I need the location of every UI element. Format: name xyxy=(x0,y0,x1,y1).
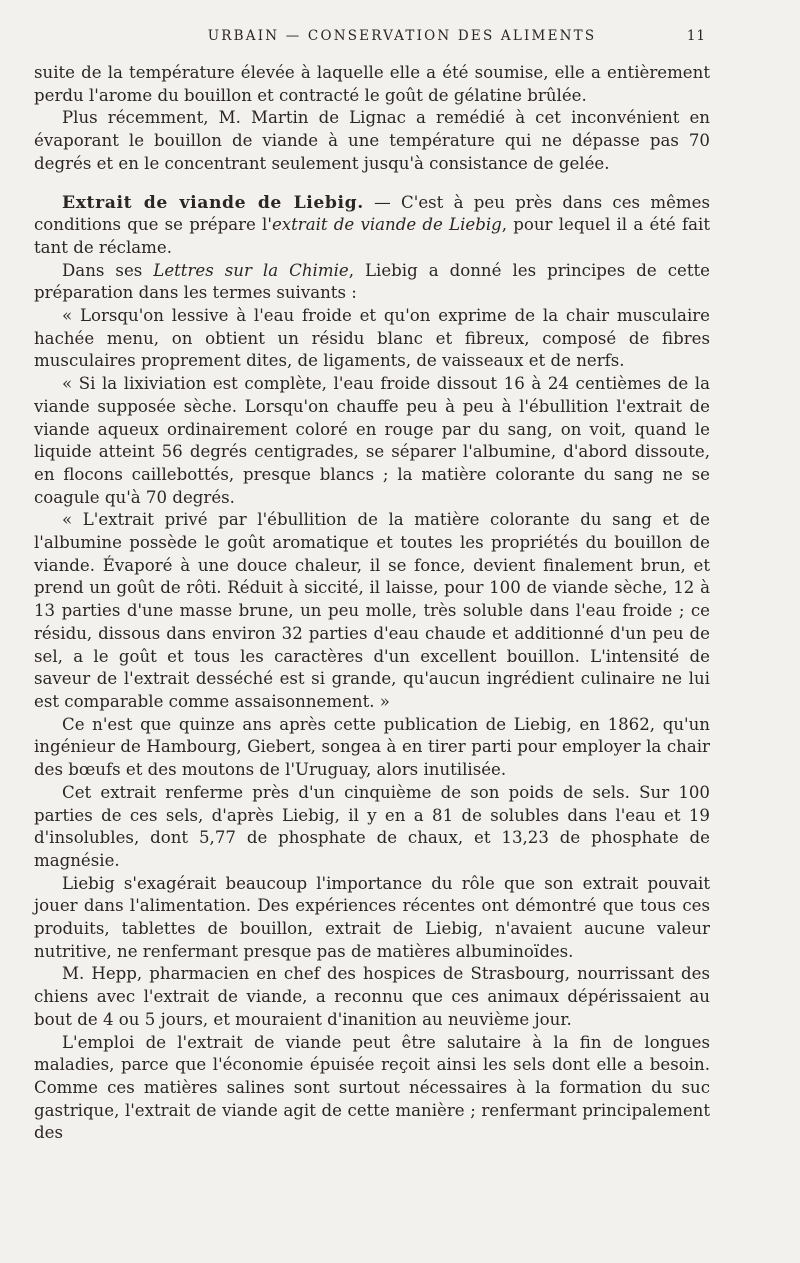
paragraph-4-text-a: Dans ses xyxy=(62,260,154,280)
paragraph-6: « Si la lixiviation est complète, l'eau froide dissout 16 à 24 centièmes de la viande supposée sèche. Lorsqu'on chauffe peu à peu à l'ébullition l'extrait de viande aqueux ordinairement coloré en rouge par du sang, on voit, quand le liquide atteint 56 degrés centigrades, se séparer l'albumine, d'abord dissoute, en flocons caillebottés, presque blancs ; la matière colorante du sang ne se coagule qu'à 70 degrés. xyxy=(34,374,710,507)
paragraph-liebig-extract xyxy=(34,192,710,260)
running-header xyxy=(34,28,710,52)
paragraph-3-italic: extrait de viande de Liebig xyxy=(271,215,502,235)
paragraph-1: suite de la température élevée à laquelle elle a été soumise, elle a entièrement perdu l'arome du bouillon et contracté le goût de gélatine brûlée. xyxy=(34,63,710,105)
page-number: 11 xyxy=(686,28,706,44)
paragraph-4-text-b: , Liebig a donné les principes de cette préparation dans les termes suivants : xyxy=(34,260,710,303)
paragraph-4-italic: Lettres sur la Chimie xyxy=(153,260,349,280)
paragraph-8: Ce n'est que quinze ans après cette publication de Liebig, en 1862, qu'un ingénieur de Hambourg, Giebert, songea à en tirer parti pour employer la chair des bœufs et des moutons de l'Uruguay, alors inutilisée. xyxy=(34,714,710,780)
section-heading: Extrait de viande de Liebig. xyxy=(62,192,364,213)
paragraph-9: Cet extrait renferme près d'un cinquième de son poids de sels. Sur 100 parties de ces sels, d'après Liebig, il y en a 81 de solubles dans l'eau et 19 d'insolubles, dont 5,77 de phosphate de chaux, et 13,23 de phosphate de magnésie. xyxy=(34,782,710,870)
paragraph-4 xyxy=(34,260,710,305)
body-text xyxy=(34,62,710,1145)
paragraph-12: L'emploi de l'extrait de viande peut être salutaire à la fin de longues maladies, parce que l'économie épuisée reçoit ainsi les sels dont elle a besoin. Comme ces matières salines sont surtout nécessaires à la formation du suc gastrique, l'extrait de viande agit de cette manière ; renfermant principalement des xyxy=(34,1032,710,1143)
running-title: URBAIN — CONSERVATION DES ALIMENTS xyxy=(207,28,597,44)
paragraph-10: Liebig s'exagérait beaucoup l'importance du rôle que son extrait pouvait jouer dans l'alimentation. Des expériences récentes ont démontré que tous ces produits, tablettes de bouillon, extrait de Liebig, n'avaient aucune valeur nutritive, ne renfermant presque pas de matières albuminoïdes. xyxy=(34,873,710,961)
paragraph-5: « Lorsqu'on lessive à l'eau froide et qu'on exprime de la chair musculaire hachée menu, on obtient un résidu blanc et fibreux, composé de fibres musculaires proprement dites, de ligaments, de vaisseaux et de nerfs. xyxy=(34,306,710,371)
paragraph-3-text-b: , pour lequel il a été fait tant de réclame. xyxy=(34,215,710,257)
paragraph-2: Plus récemment, M. Martin de Lignac a remédié à cet inconvénient en évaporant le bouillon de viande à une température qui ne dépasse pas 70 degrés et en le concentrant seulement jusqu'à consistance de gelée. xyxy=(34,108,710,173)
paragraph-3-text-a: — C'est à peu près dans ces mêmes conditions que se prépare l' xyxy=(34,192,710,235)
paragraph-7: « L'extrait privé par l'ébullition de la matière colorante du sang et de l'albumine possède le goût aromatique et toutes les propriétés du bouillon de viande. Évaporé à une douce chaleur, il se fonce, devient finalement brun, et prend un goût de rôti. Réduit à siccité, il laisse, pour 100 de viande sèche, 12 à 13 parties d'une masse brune, un peu molle, très soluble dans l'eau froide ; ce résidu, dissous dans environ 32 parties d'eau chaude et additionné d'un peu de sel, a le goût et tous les caractères d'un excellent bouillon. L'intensité de saveur de l'extrait desséché est si grande, qu'aucun ingrédient culinaire ne lui est comparable comme assaisonnement. » xyxy=(34,510,710,711)
book-page xyxy=(34,28,710,1145)
paragraph-11: M. Hepp, pharmacien en chef des hospices de Strasbourg, nourrissant des chiens avec l'extrait de viande, a reconnu que ces animaux dépérissaient au bout de 4 ou 5 jours, et mouraient d'inanition au neuvième jour. xyxy=(34,964,710,1029)
